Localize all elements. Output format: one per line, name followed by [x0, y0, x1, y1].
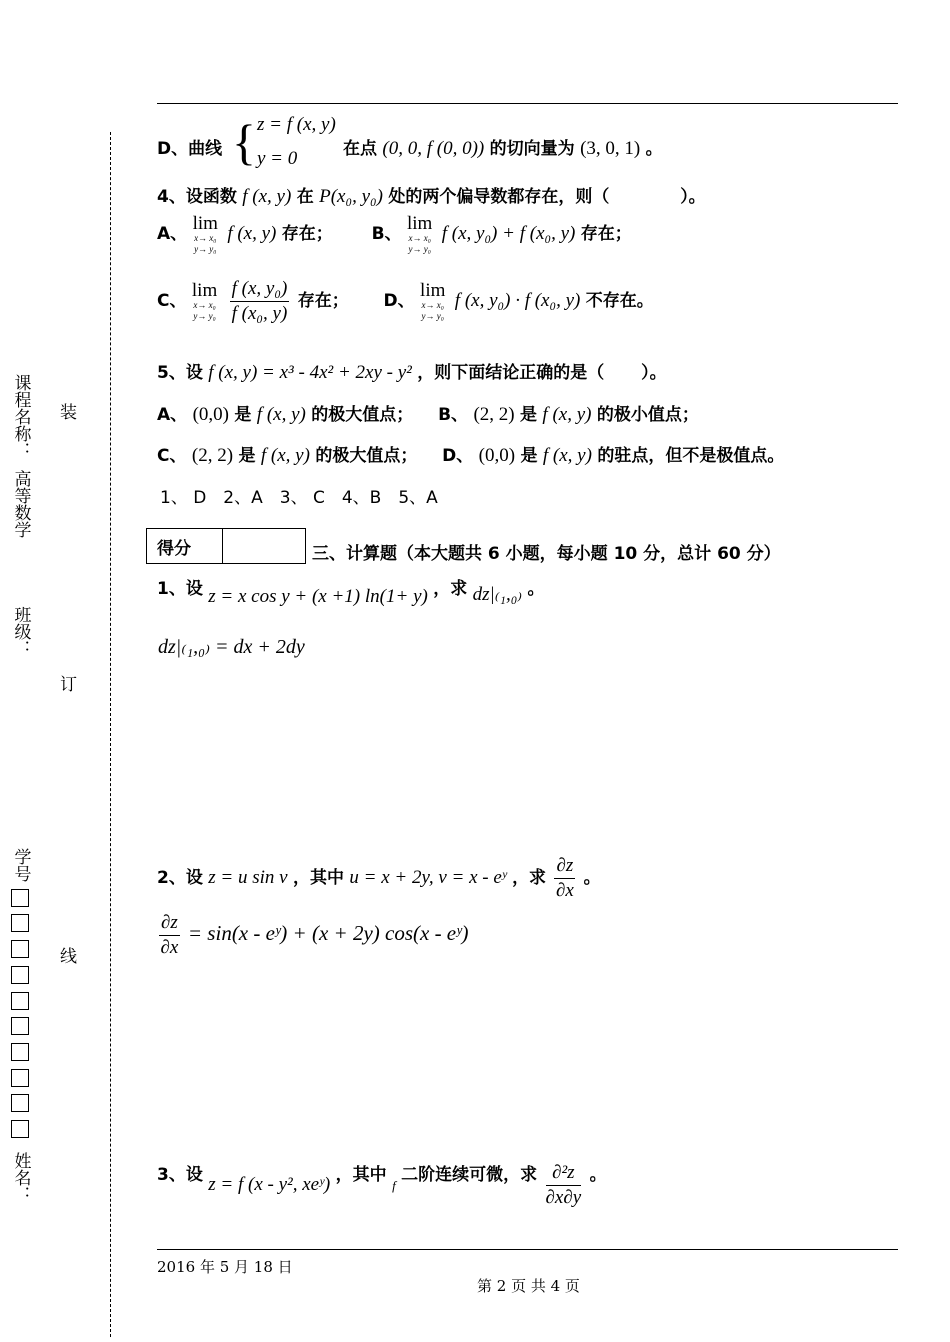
id-digit-box: [11, 1043, 29, 1061]
q5-options-cd: C、 (2, 2) 是 f (x, y) 的极大值点； D、 (0,0) 是 f (x, y) 的驻点，但不是极值点。: [157, 445, 785, 466]
footer-rule: [157, 1249, 898, 1250]
student-id-label: 学号: [10, 848, 31, 882]
answer-key: 1、 D 2、A 3、 C 4、B 5、A: [160, 488, 438, 508]
footer-date: 2016 年 5 月 18 日: [157, 1258, 293, 1276]
c2-answer: $\frac{\partial z}{\partial x}$ = sin(x - eʸ) + (x + 2y) cos(x - eʸ): [160, 912, 469, 958]
q3d-point: (0, 0, f (0, 0)): [382, 138, 485, 159]
q4-options-cd: C、 lim x→ x₀ y→ y₀ $\frac{\text{f (x, y₀)}}{\text{f (x₀, y)}}$ 存在； D、 lim x→ x₀ y→ y₀ f (x, y₀) · f (x₀, y) 不存在。: [157, 278, 654, 324]
q4-opt-a-expr: f (x, y): [227, 223, 277, 244]
q3d-mid: 在点: [343, 139, 377, 159]
header-rule: [157, 103, 898, 104]
id-digit-box: [11, 889, 29, 907]
q4-stem: 4、设函数 f (x, y) 在 P(x₀, y₀) 处的两个偏导数都存在，则（ ）。: [157, 186, 706, 207]
q4-opt-d-expr: f (x, y₀) · f (x₀, y): [454, 290, 581, 311]
id-digit-box: [11, 914, 29, 932]
id-digit-box: [11, 1120, 29, 1138]
c3-question: 3、设 z = f (x - y², xeʸ) ，其中 $_f$ 二阶连续可微，求 $\frac{\text{∂²z}}{\partial x\partial y}$ 。: [157, 1162, 607, 1208]
q5-stem: 5、设 f (x, y) = x³ - 4x² + 2xy - y² ，则下面结论正确的是（ ）。: [157, 362, 667, 383]
limit-c: lim x→ x₀ y→ y₀: [191, 280, 218, 321]
q3d-vector: (3, 0, 1): [580, 138, 641, 159]
q4-opt-c-fraction: $\frac{\text{f (x, y₀)}}{\text{f (x₀, y)}}$: [231, 278, 288, 324]
system-line-1: z = f (x, y): [257, 114, 336, 135]
q5-options-ab: A、 (0,0) 是 f (x, y) 的极大值点； B、 (2, 2) 是 f (x, y) 的极小值点；: [157, 404, 699, 425]
name-label: 姓名：: [10, 1152, 31, 1203]
footer-page-number: 第 2 页 共 4 页: [477, 1277, 580, 1295]
id-digit-box: [11, 1069, 29, 1087]
id-digit-box: [11, 1017, 29, 1035]
q4-opt-b-expr: f (x, y₀) + f (x₀, y): [441, 223, 576, 244]
class-label: 班级：: [10, 606, 31, 657]
binding-char-xian: 线: [60, 947, 77, 967]
q4-opt-b-label: B、: [371, 224, 402, 244]
c1-question: 1、设 z = x cos y + (x +1) ln(1+ y) ，求 dz|₍₁,₀₎ 。: [157, 579, 545, 607]
binding-char-zhuang: 装: [60, 403, 77, 423]
binding-char-ding: 订: [60, 675, 77, 695]
q4-opt-a-label: A、: [157, 224, 188, 244]
c2-question: 2、设 z = u sin v ，其中 u = x + 2y, v = x - eʸ ，求 $\frac{\partial z}{\partial x}$ 。: [157, 855, 601, 901]
q4-opt-c-label: C、: [157, 291, 187, 311]
limit-b: lim x→ x₀ y→ y₀: [406, 213, 433, 254]
c3-fraction: $\frac{\text{∂²z}}{\partial x\partial y}$: [545, 1162, 582, 1208]
c1-answer: dz|₍₁,₀₎ = dx + 2dy: [158, 636, 305, 658]
q4-opt-d-label: D、: [383, 291, 415, 311]
q3d-tail: 的切向量为: [489, 139, 575, 159]
c2-fraction: $\frac{\partial z}{\partial x}$: [555, 855, 574, 901]
q3d-end: 。: [645, 139, 663, 159]
id-digit-box: [11, 1094, 29, 1112]
system-brace: {: [232, 114, 256, 170]
score-label: 得分: [147, 529, 223, 564]
id-digit-box: [11, 966, 29, 984]
limit-a: lim x→ x₀ y→ y₀: [192, 213, 218, 254]
score-table: [146, 528, 306, 564]
id-digit-box: [11, 992, 29, 1010]
course-name-value: 高等数学: [10, 470, 31, 538]
id-digit-box: [11, 940, 29, 958]
limit-d: lim x→ x₀ y→ y₀: [420, 280, 446, 321]
score-input-cell[interactable]: [223, 529, 306, 564]
q3d-label: D、曲线: [157, 139, 223, 159]
section-3-title: 三、计算题（本大题共 6 小题，每小题 10 分，总计 60 分）: [312, 544, 781, 564]
q4-options-ab: A、 lim x→ x₀ y→ y₀ f (x, y) 存在； B、 lim x→ x₀ y→ y₀ f (x, y₀) + f (x₀, y) 存在；: [157, 213, 632, 254]
binding-dashed-line: [110, 132, 111, 1337]
course-name-label: 课程名称：: [10, 374, 31, 459]
system-line-2: y = 0: [257, 148, 298, 169]
